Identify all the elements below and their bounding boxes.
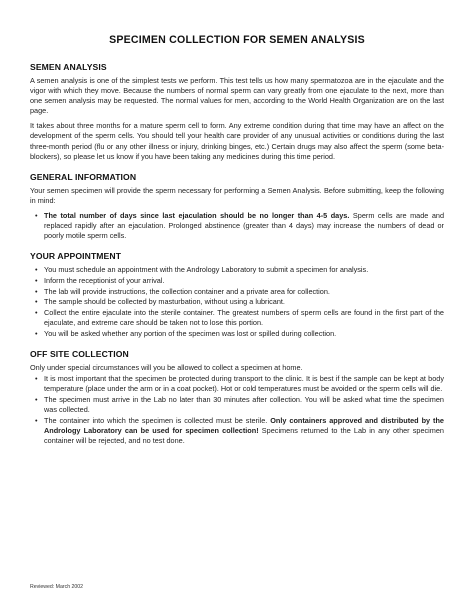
section-semen-analysis (30, 62, 444, 162)
bullet-icon: • (35, 265, 38, 275)
list-item-text: You must schedule an appointment with the Andrology Laboratory to submit a specimen for analysis. (44, 265, 369, 275)
list-item-text: Specimens returned to the Lab in any other specimen container will be rejected, and no test done. (44, 425, 444, 445)
paragraph: A semen analysis is one of the simplest tests we perform. This test tells us how many spermatozoa are in the ejaculate and the vigor with which they move. Because the numbers of normal sperm can vary greatly from one ejaculate to the next, more than one semen analysis may be requested. The normal values for men, according to the World Health Organization are on the last page. (30, 76, 444, 116)
bullet-icon: • (35, 415, 38, 425)
section-heading: YOUR APPOINTMENT (30, 251, 122, 262)
list-item-text: Collect the entire ejaculate into the sterile container. The greatest numbers of sperm cells are found in the first part of the ejaculate, and extreme care should be taken not to lose this portion. (44, 307, 444, 328)
paragraph: Only under special circumstances will you be allowed to collect a specimen at home. (30, 362, 303, 372)
paragraph: Your semen specimen will provide the sperm necessary for performing a Semen Analysis. Before submitting, keep the following in mind: (30, 185, 444, 205)
bullet-icon: • (35, 394, 38, 404)
bullet-list (30, 211, 444, 241)
list-item (30, 329, 444, 339)
bullet-icon: • (35, 307, 38, 317)
list-item (30, 308, 444, 328)
list-item-text: The specimen must arrive in the Lab no later than 30 minutes after collection. You will be asked what time the specimen was collected. (44, 394, 444, 414)
list-item (30, 374, 444, 394)
section-heading: SEMEN ANALYSIS (30, 62, 107, 72)
section-off-site-collection (30, 349, 444, 446)
section-your-appointment (30, 251, 444, 339)
bullet-icon: • (35, 297, 38, 307)
list-item (30, 416, 444, 446)
section-heading: GENERAL INFORMATION (30, 171, 137, 182)
bullet-icon: • (35, 275, 38, 285)
bullet-icon: • (35, 210, 38, 220)
list-item-text: Inform the receptionist of your arrival. (44, 275, 165, 285)
section-heading: OFF SITE COLLECTION (30, 348, 129, 359)
bullet-icon: • (35, 373, 38, 383)
list-item-text: The sample should be collected by masturbation, without using a lubricant. (44, 297, 285, 307)
list-item (30, 276, 444, 286)
review-date: Reviewed: March 2002 (30, 584, 84, 590)
list-item (30, 211, 444, 241)
bullet-icon: • (35, 286, 38, 296)
bullet-icon: • (35, 328, 38, 338)
list-item-text: You will be asked whether any portion of the specimen was lost or spilled during collection. (44, 328, 337, 338)
section-general-information (30, 172, 444, 241)
bullet-list (30, 265, 444, 339)
bold-text: The total number of days since last ejaculation should be no longer than 4-5 days. (44, 210, 350, 220)
list-item (30, 265, 444, 275)
bold-text: Only containers approved and distributed by the Andrology Laboratory can be used for specimen collection! (44, 415, 444, 435)
document-title: SPECIMEN COLLECTION FOR SEMEN ANALYSIS (109, 34, 365, 46)
list-item (30, 395, 444, 415)
list-item-text: The container into which the specimen is collected must be sterile. (44, 415, 271, 425)
list-item-text: It is most important that the specimen be protected during transport to the clinic. It is best if the sample can be kept at body temperature (place under the arm or in a coat pocket). Hot or cold temperatures must be avoided or the sperm cells will die. (44, 373, 444, 394)
list-item (30, 297, 444, 307)
paragraph: It takes about three months for a mature sperm cell to form. Any extreme condition during that time may have an affect on the development of the sperm cells. You should tell your health care provider of any unusual activities or conditions during the last three-month period (flu or any other illness or injury, drinking binges, etc.) Certain drugs may also affect the sperm (some beta-blockers), so please let us know if you have been taking any medicines during this time period. (30, 121, 444, 161)
bullet-list (30, 374, 444, 446)
list-item-text: Sperm cells are made and replaced rapidly after an ejaculation. Prolonged abstinence (greater than 4 days) may increase the numbers of dead or poorly motile sperm cells. (44, 210, 444, 241)
list-item-text: The lab will provide instructions, the collection container and a private area for collection. (44, 286, 330, 296)
list-item (30, 287, 444, 297)
